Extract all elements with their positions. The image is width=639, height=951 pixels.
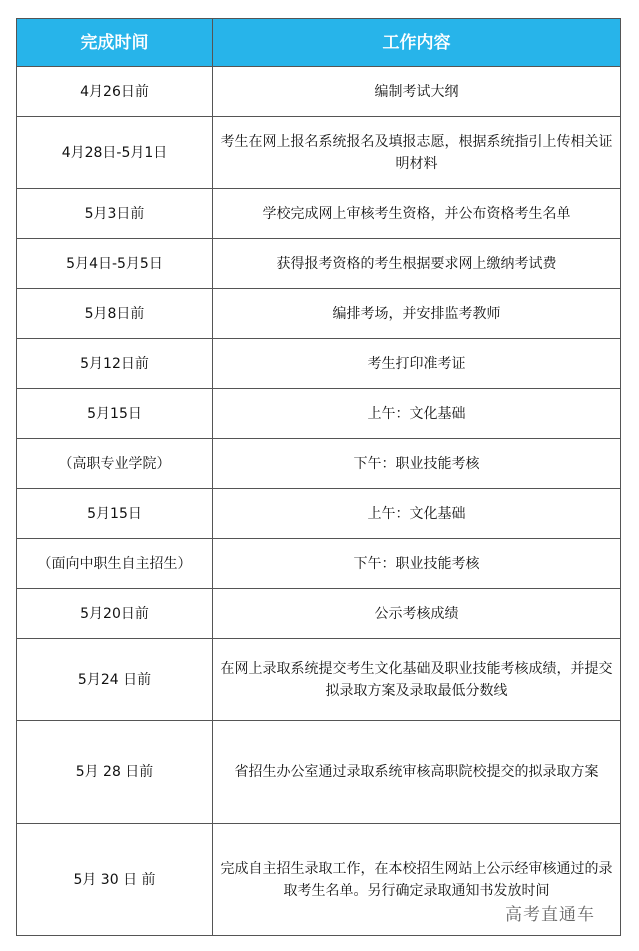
table-body — [17, 67, 621, 936]
content-cell: 考生打印准考证 — [213, 339, 621, 389]
table-row — [17, 117, 621, 189]
header-time: 完成时间 — [17, 19, 213, 67]
content-cell: 学校完成网上审核考生资格，并公布资格考生名单 — [213, 189, 621, 239]
content-cell: 上午：文化基础 — [213, 489, 621, 539]
time-cell: 5月24 日前 — [17, 639, 213, 721]
time-cell: 5月 28 日前 — [17, 721, 213, 824]
time-cell: 5月15日 — [17, 389, 213, 439]
watermark-text: 高考直通车 — [505, 905, 595, 925]
table-row — [17, 489, 621, 539]
table-row — [17, 439, 621, 489]
table-row — [17, 239, 621, 289]
time-cell: 4月26日前 — [17, 67, 213, 117]
table-row — [17, 721, 621, 824]
time-cell: 5月12日前 — [17, 339, 213, 389]
table-row — [17, 589, 621, 639]
table-header-row — [17, 19, 621, 67]
time-cell: 4月28日-5月1日 — [17, 117, 213, 189]
time-cell: 5月20日前 — [17, 589, 213, 639]
content-cell: 编排考场，并安排监考教师 — [213, 289, 621, 339]
table-row — [17, 289, 621, 339]
table-row — [17, 389, 621, 439]
time-cell: 5月4日-5月5日 — [17, 239, 213, 289]
table-row — [17, 339, 621, 389]
table-row — [17, 539, 621, 589]
time-cell: 5月15日 — [17, 489, 213, 539]
header-content: 工作内容 — [213, 19, 621, 67]
content-cell: 考生在网上报名系统报名及填报志愿，根据系统指引上传相关证明材料 — [213, 117, 621, 189]
content-cell: 下午：职业技能考核 — [213, 439, 621, 489]
content-cell: 省招生办公室通过录取系统审核高职院校提交的拟录取方案 — [213, 721, 621, 824]
content-cell: 完成自主招生录取工作，在本校招生网站上公示经审核通过的录取考生名单。另行确定录取通知书发放时间 — [213, 824, 621, 936]
table-row — [17, 189, 621, 239]
content-cell: 公示考核成绩 — [213, 589, 621, 639]
time-cell: （面向中职生自主招生） — [17, 539, 213, 589]
table-row — [17, 67, 621, 117]
time-cell: （高职专业学院） — [17, 439, 213, 489]
content-cell: 编制考试大纲 — [213, 67, 621, 117]
time-cell: 5月8日前 — [17, 289, 213, 339]
content-cell: 获得报考资格的考生根据要求网上缴纳考试费 — [213, 239, 621, 289]
schedule-table — [16, 18, 621, 936]
table-row — [17, 639, 621, 721]
time-cell: 5月 30 日 前 — [17, 824, 213, 936]
content-cell: 下午：职业技能考核 — [213, 539, 621, 589]
time-cell: 5月3日前 — [17, 189, 213, 239]
content-cell: 上午：文化基础 — [213, 389, 621, 439]
content-cell: 在网上录取系统提交考生文化基础及职业技能考核成绩，并提交拟录取方案及录取最低分数线 — [213, 639, 621, 721]
